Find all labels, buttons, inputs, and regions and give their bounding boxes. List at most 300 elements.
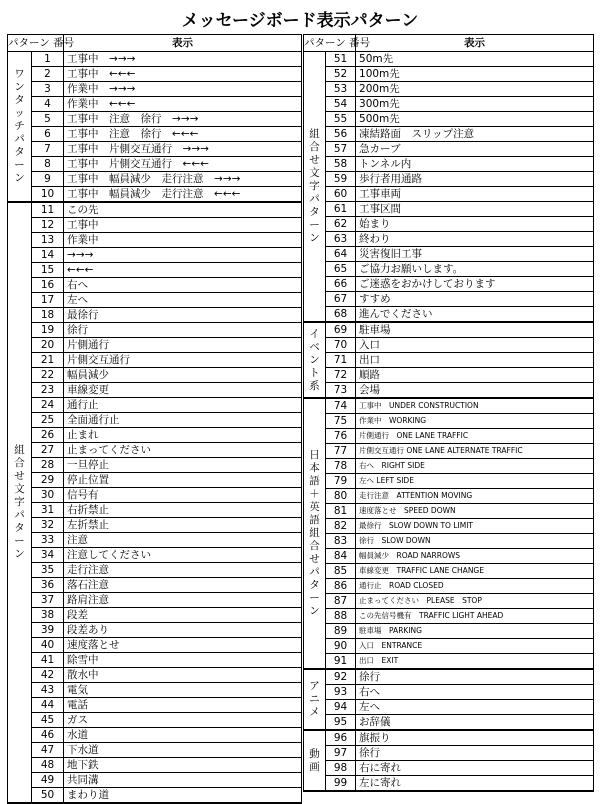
- pattern-number: 55: [326, 112, 356, 127]
- pattern-number: 70: [326, 338, 356, 353]
- display-text: 工事区間: [356, 202, 594, 217]
- display-text: 幅員減少 ROAD NARROWS: [356, 549, 594, 564]
- table-row: [304, 519, 594, 534]
- pattern-number: 94: [326, 700, 356, 715]
- pattern-number: 9: [32, 172, 64, 187]
- table-row: [8, 142, 302, 157]
- table-row: [8, 503, 302, 518]
- pattern-number: 1: [32, 52, 64, 67]
- table-row: [8, 743, 302, 758]
- table-row: [304, 746, 594, 761]
- table-row: [304, 383, 594, 399]
- display-text: 駐車場: [356, 322, 594, 338]
- table-row: [8, 578, 302, 593]
- table-row: [8, 233, 302, 248]
- display-text: 水道: [64, 728, 302, 743]
- pattern-number: 10: [32, 187, 64, 203]
- display-text: 走行注意 ATTENTION MOVING: [356, 489, 594, 504]
- display-text: 通行止 ROAD CLOSED: [356, 579, 594, 594]
- table-row: [304, 549, 594, 564]
- pattern-number: 95: [326, 715, 356, 731]
- display-text: 工事中: [64, 218, 302, 233]
- pattern-number: 68: [326, 307, 356, 323]
- display-text: 左へ: [356, 700, 594, 715]
- group-label-text: 組合せ文字パターン: [309, 128, 320, 244]
- page-title: メッセージボード表示パターン: [181, 11, 419, 31]
- table-row: [8, 473, 302, 488]
- display-text: 左へ LEFT SIDE: [356, 474, 594, 489]
- table-row: [304, 534, 594, 549]
- pattern-number: 30: [32, 488, 64, 503]
- pattern-table-left: [7, 34, 302, 804]
- pattern-number: 13: [32, 233, 64, 248]
- group-label: [304, 730, 326, 791]
- table-row: [8, 293, 302, 308]
- table-row: [8, 788, 302, 804]
- display-text: 速度落とせ SPEED DOWN: [356, 504, 594, 519]
- table-row: [304, 67, 594, 82]
- display-text: 注意してください: [64, 548, 302, 563]
- display-text: 終わり: [356, 232, 594, 247]
- display-text: 走行注意: [64, 563, 302, 578]
- table-row: [304, 564, 594, 579]
- pattern-number: 11: [32, 202, 64, 218]
- table-row: [8, 668, 302, 683]
- pattern-number: 3: [32, 82, 64, 97]
- pattern-number: 37: [32, 593, 64, 608]
- pattern-number: 44: [32, 698, 64, 713]
- display-text: ご迷惑をおかけしております: [356, 277, 594, 292]
- pattern-number: 24: [32, 398, 64, 413]
- pattern-number: 16: [32, 278, 64, 293]
- table-row: [8, 443, 302, 458]
- pattern-number: 54: [326, 97, 356, 112]
- display-text: 500m先: [356, 112, 594, 127]
- display-text: 工事中 幅員減少 走行注意 ←←←: [64, 187, 302, 203]
- pattern-number: 97: [326, 746, 356, 761]
- table-row: [304, 338, 594, 353]
- pattern-number: 86: [326, 579, 356, 594]
- table-row: [8, 518, 302, 533]
- display-text: 工事中 注意 徐行 ←←←: [64, 127, 302, 142]
- table-row: [8, 338, 302, 353]
- pattern-number: 46: [32, 728, 64, 743]
- group-label: [8, 52, 32, 203]
- table-row: [8, 488, 302, 503]
- display-text: 順路: [356, 368, 594, 383]
- display-text: トンネル内: [356, 157, 594, 172]
- table-row: [304, 112, 594, 127]
- display-text: 進んでください: [356, 307, 594, 323]
- group-label-text: アニメ: [309, 680, 320, 718]
- table-row: [304, 654, 594, 670]
- pattern-table-right: [303, 34, 594, 792]
- pattern-number: 51: [326, 52, 356, 67]
- pattern-number: 80: [326, 489, 356, 504]
- display-text: 50m先: [356, 52, 594, 67]
- pattern-number: 96: [326, 730, 356, 746]
- display-text: 地下鉄: [64, 758, 302, 773]
- display-text: 通行止: [64, 398, 302, 413]
- table-row: [8, 112, 302, 127]
- group-label: [304, 52, 326, 323]
- pattern-number: 74: [326, 398, 356, 414]
- pattern-number: 65: [326, 262, 356, 277]
- pattern-number: 43: [32, 683, 64, 698]
- display-text: 出口: [356, 353, 594, 368]
- table-row: [304, 52, 594, 67]
- table-row: [8, 398, 302, 413]
- table-row: [8, 653, 302, 668]
- display-text: すすめ: [356, 292, 594, 307]
- pattern-number: 60: [326, 187, 356, 202]
- pattern-number: 17: [32, 293, 64, 308]
- display-text: 段差: [64, 608, 302, 623]
- display-text: 除雪中: [64, 653, 302, 668]
- pattern-number: 39: [32, 623, 64, 638]
- table-row: [304, 217, 594, 232]
- display-text: 工事中 ←←←: [64, 67, 302, 82]
- pattern-number: 58: [326, 157, 356, 172]
- pattern-number: 64: [326, 247, 356, 262]
- pattern-number: 62: [326, 217, 356, 232]
- pattern-number: 92: [326, 669, 356, 685]
- table-row: [304, 368, 594, 383]
- display-text: 停止位置: [64, 473, 302, 488]
- table-row: [304, 776, 594, 792]
- display-text: 信号有: [64, 488, 302, 503]
- display-text: 徐行: [356, 746, 594, 761]
- display-text: 旗振り: [356, 730, 594, 746]
- display-text: 作業中: [64, 233, 302, 248]
- display-text: 車線変更: [64, 383, 302, 398]
- pattern-number: 21: [32, 353, 64, 368]
- display-text: 左に寄れ: [356, 776, 594, 792]
- display-text: 止まってください: [64, 443, 302, 458]
- table-row: [8, 758, 302, 773]
- pattern-number: 67: [326, 292, 356, 307]
- display-text: 電話: [64, 698, 302, 713]
- pattern-number: 23: [32, 383, 64, 398]
- pattern-number: 79: [326, 474, 356, 489]
- table-row: [8, 323, 302, 338]
- table-row: [304, 277, 594, 292]
- table-row: [8, 52, 302, 67]
- pattern-number: 61: [326, 202, 356, 217]
- group-label-text: ワンタッチパターン: [14, 68, 25, 184]
- display-text: 工事中 UNDER CONSTRUCTION: [356, 398, 594, 414]
- pattern-number: 31: [32, 503, 64, 518]
- pattern-number: 7: [32, 142, 64, 157]
- table-header-row: [304, 35, 594, 52]
- pattern-number: 84: [326, 549, 356, 564]
- pattern-number: 49: [32, 773, 64, 788]
- table-row: [304, 247, 594, 262]
- group-label-text: イベント系: [309, 327, 320, 392]
- display-text: 共同溝: [64, 773, 302, 788]
- pattern-number: 78: [326, 459, 356, 474]
- table-row: [8, 638, 302, 653]
- display-text: 落石注意: [64, 578, 302, 593]
- display-text: まわり道: [64, 788, 302, 804]
- table-row: [8, 458, 302, 473]
- display-text: 徐行: [356, 669, 594, 685]
- table-row: [304, 639, 594, 654]
- pattern-number: 77: [326, 444, 356, 459]
- display-text: 最徐行: [64, 308, 302, 323]
- table-row: [304, 685, 594, 700]
- display-text: 作業中 ←←←: [64, 97, 302, 112]
- display-text: 止まってください PLEASE STOP: [356, 594, 594, 609]
- table-row: [304, 232, 594, 247]
- table-header-row: [8, 35, 302, 52]
- table-row: [8, 683, 302, 698]
- table-row: [8, 263, 302, 278]
- pattern-number: 90: [326, 639, 356, 654]
- display-text: 止まれ: [64, 428, 302, 443]
- group-label: [304, 669, 326, 730]
- pattern-number: 82: [326, 519, 356, 534]
- table-row: [304, 429, 594, 444]
- pattern-number: 47: [32, 743, 64, 758]
- display-text: 会場: [356, 383, 594, 399]
- display-text: 片側通行: [64, 338, 302, 353]
- display-text: 工事中 →→→: [64, 52, 302, 67]
- group-label-text: 動画: [309, 747, 320, 773]
- table-row: [304, 624, 594, 639]
- display-text: 工事中 幅員減少 走行注意 →→→: [64, 172, 302, 187]
- pattern-number: 27: [32, 443, 64, 458]
- pattern-number: 89: [326, 624, 356, 639]
- display-text: 電気: [64, 683, 302, 698]
- display-text: 最徐行 SLOW DOWN TO LIMIT: [356, 519, 594, 534]
- display-text: 左へ: [64, 293, 302, 308]
- display-text: 駐車場 PARKING: [356, 624, 594, 639]
- pattern-number: 25: [32, 413, 64, 428]
- display-text: 工事車両: [356, 187, 594, 202]
- pattern-number: 41: [32, 653, 64, 668]
- display-text: 片側通行 ONE LANE TRAFFIC: [356, 429, 594, 444]
- display-text: 右に寄れ: [356, 761, 594, 776]
- display-text: この先: [64, 202, 302, 218]
- table-row: [8, 67, 302, 82]
- pattern-number: 53: [326, 82, 356, 97]
- table-row: [8, 548, 302, 563]
- display-text: この先信号機有 TRAFFIC LIGHT AHEAD: [356, 609, 594, 624]
- pattern-number: 12: [32, 218, 64, 233]
- table-row: [304, 353, 594, 368]
- display-text: 下水道: [64, 743, 302, 758]
- table-row: [8, 383, 302, 398]
- display-text: 全面通行止: [64, 413, 302, 428]
- table-row: [304, 172, 594, 187]
- display-text: 作業中 →→→: [64, 82, 302, 97]
- pattern-number: 57: [326, 142, 356, 157]
- table-row: [304, 157, 594, 172]
- pattern-number: 32: [32, 518, 64, 533]
- pattern-number: 76: [326, 429, 356, 444]
- table-row: [304, 609, 594, 624]
- pattern-number: 71: [326, 353, 356, 368]
- display-text: お辞儀: [356, 715, 594, 731]
- pattern-number: 5: [32, 112, 64, 127]
- display-text: 300m先: [356, 97, 594, 112]
- pattern-number: 22: [32, 368, 64, 383]
- display-text: ガス: [64, 713, 302, 728]
- pattern-number: 28: [32, 458, 64, 473]
- table-row: [8, 248, 302, 263]
- display-text: 注意: [64, 533, 302, 548]
- table-row: [304, 594, 594, 609]
- table-row: [8, 157, 302, 172]
- pattern-number: 48: [32, 758, 64, 773]
- table-row: [8, 202, 302, 218]
- table-row: [304, 700, 594, 715]
- display-text: 工事中 注意 徐行 →→→: [64, 112, 302, 127]
- pattern-number: 63: [326, 232, 356, 247]
- table-row: [8, 593, 302, 608]
- table-row: [304, 292, 594, 307]
- pattern-number: 91: [326, 654, 356, 670]
- display-text: 段差あり: [64, 623, 302, 638]
- pattern-number: 69: [326, 322, 356, 338]
- pattern-number: 14: [32, 248, 64, 263]
- pattern-number: 42: [32, 668, 64, 683]
- display-text: 幅員減少: [64, 368, 302, 383]
- display-text: 始まり: [356, 217, 594, 232]
- table-row: [304, 444, 594, 459]
- display-text: 凍結路面 スリップ注意: [356, 127, 594, 142]
- pattern-number: 99: [326, 776, 356, 792]
- pattern-number: 36: [32, 578, 64, 593]
- display-text: 路肩注意: [64, 593, 302, 608]
- display-text: 片側交互通行: [64, 353, 302, 368]
- table-row: [304, 715, 594, 731]
- display-text: 入口 ENTRANCE: [356, 639, 594, 654]
- table-row: [304, 97, 594, 112]
- pattern-number: 50: [32, 788, 64, 804]
- table-row: [8, 608, 302, 623]
- table-row: [304, 82, 594, 97]
- display-text: 片側交互通行 ONE LANE ALTERNATE TRAFFIC: [356, 444, 594, 459]
- table-row: [8, 563, 302, 578]
- display-text: 徐行 SLOW DOWN: [356, 534, 594, 549]
- pattern-number: 38: [32, 608, 64, 623]
- pattern-number: 98: [326, 761, 356, 776]
- table-row: [304, 761, 594, 776]
- table-row: [304, 414, 594, 429]
- group-label: [304, 322, 326, 398]
- table-row: [8, 698, 302, 713]
- display-text: 左折禁止: [64, 518, 302, 533]
- display-text: 速度落とせ: [64, 638, 302, 653]
- table-row: [304, 127, 594, 142]
- table-row: [304, 474, 594, 489]
- pattern-number: 93: [326, 685, 356, 700]
- table-row: [8, 353, 302, 368]
- table-row: [8, 728, 302, 743]
- pattern-number: 34: [32, 548, 64, 563]
- display-text: 徐行: [64, 323, 302, 338]
- pattern-number: 83: [326, 534, 356, 549]
- display-text: 工事中 片側交互通行 →→→: [64, 142, 302, 157]
- display-text: 災害復旧工事: [356, 247, 594, 262]
- display-text: ご協力お願いします。: [356, 262, 594, 277]
- table-row: [304, 187, 594, 202]
- pattern-number-header: パターン 番号: [8, 35, 64, 52]
- display-text: 車線変更 TRAFFIC LANE CHANGE: [356, 564, 594, 579]
- table-row: [304, 307, 594, 323]
- group-label: [8, 202, 32, 803]
- pattern-number: 73: [326, 383, 356, 399]
- table-row: [8, 127, 302, 142]
- table-row: [304, 202, 594, 217]
- group-label: [304, 398, 326, 669]
- pattern-number: 6: [32, 127, 64, 142]
- table-row: [304, 669, 594, 685]
- table-row: [8, 97, 302, 112]
- display-text: 入口: [356, 338, 594, 353]
- table-row: [304, 730, 594, 746]
- table-row: [304, 579, 594, 594]
- display-text: 右へ RIGHT SIDE: [356, 459, 594, 474]
- table-row: [8, 413, 302, 428]
- display-text: 急カーブ: [356, 142, 594, 157]
- pattern-number: 45: [32, 713, 64, 728]
- pattern-number: 4: [32, 97, 64, 112]
- pattern-number: 8: [32, 157, 64, 172]
- group-label-text: 組合せ文字パターン: [14, 444, 25, 560]
- table-row: [8, 713, 302, 728]
- pattern-number: 59: [326, 172, 356, 187]
- pattern-number: 85: [326, 564, 356, 579]
- pattern-number: 20: [32, 338, 64, 353]
- table-row: [8, 218, 302, 233]
- pattern-number: 87: [326, 594, 356, 609]
- table-row: [304, 142, 594, 157]
- group-label-text: 日本語＋英語組合せパターン: [309, 449, 320, 617]
- table-row: [304, 262, 594, 277]
- table-row: [304, 504, 594, 519]
- display-header: 表示: [64, 35, 302, 52]
- display-text: 200m先: [356, 82, 594, 97]
- display-text: 歩行者用通路: [356, 172, 594, 187]
- table-row: [304, 322, 594, 338]
- display-text: 工事中 片側交互通行 ←←←: [64, 157, 302, 172]
- display-text: 右へ: [64, 278, 302, 293]
- display-text: 右折禁止: [64, 503, 302, 518]
- display-header: 表示: [356, 35, 594, 52]
- pattern-number: 26: [32, 428, 64, 443]
- table-row: [304, 459, 594, 474]
- pattern-number: 40: [32, 638, 64, 653]
- pattern-number: 2: [32, 67, 64, 82]
- display-text: 出口 EXIT: [356, 654, 594, 670]
- pattern-number: 18: [32, 308, 64, 323]
- table-row: [304, 489, 594, 504]
- pattern-number: 75: [326, 414, 356, 429]
- table-row: [8, 278, 302, 293]
- pattern-number: 81: [326, 504, 356, 519]
- table-row: [304, 398, 594, 414]
- table-row: [8, 623, 302, 638]
- pattern-number: 15: [32, 263, 64, 278]
- display-text: 作業中 WORKING: [356, 414, 594, 429]
- table-row: [8, 308, 302, 323]
- pattern-number: 33: [32, 533, 64, 548]
- table-row: [8, 187, 302, 203]
- pattern-number: 66: [326, 277, 356, 292]
